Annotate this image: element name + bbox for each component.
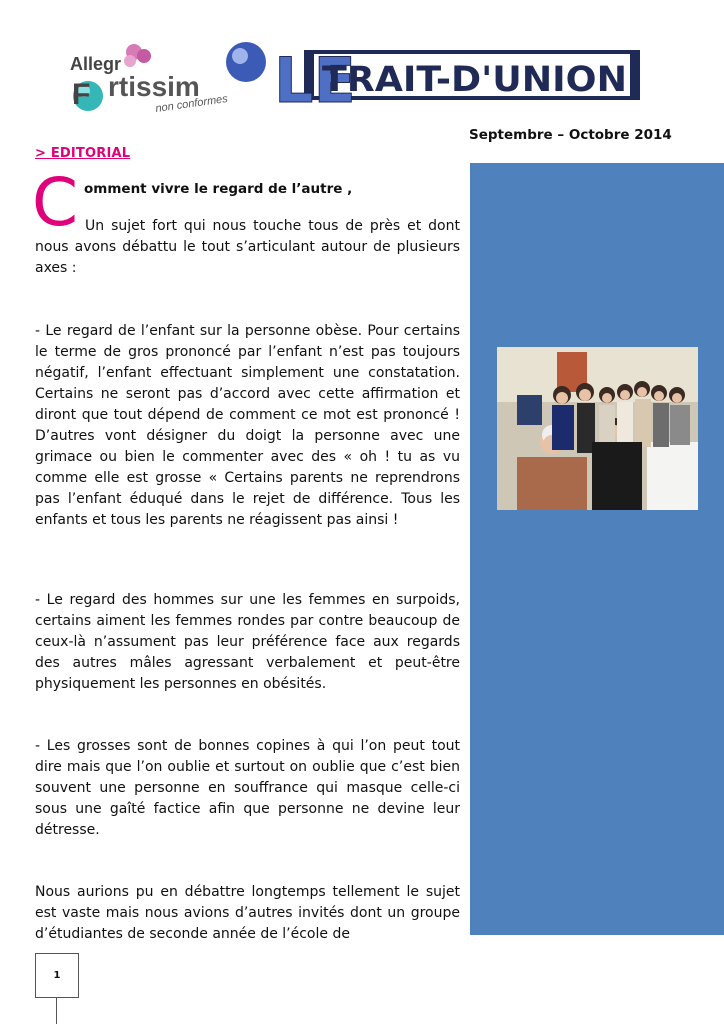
section-label: > EDITORIAL — [35, 146, 131, 161]
trait-dunion-logo — [274, 44, 640, 108]
logo-left-text-top: Allegr — [70, 54, 122, 74]
drop-cap: C — [32, 164, 79, 241]
logo-right-title: TRAIT-D'UNION — [322, 60, 627, 100]
paragraph-intro: Un sujet fort qui nous touche tous de près et dont nous avons débattu le tout s’articulant autour de plusieurs axes : — [35, 218, 460, 276]
logo-right-le: LE — [274, 44, 356, 108]
article-heading: omment vivre le regard de l’autre , — [84, 181, 353, 197]
paragraph-child-gaze: - Le regard de l’enfant sur la personne obèse. Pour certains le terme de gros prononcé par l’enfant n’est pas toujours négatif, l’enfant effectuant simplement une constatation. Certains ne seront pas d’accord avec cette affirmation et diront que tout dépend de comment ce mot est prononcé ! D’autres vont désigner du doigt la personne avec une grimace ou bien le commenter avec des « oh ! tu as vu comme elle est grosse « Certains parents ne reprendrons pas l’enfant éduqué dans le rejet de différence. Tous les enfants et tous les parents ne réagissent pas ainsi ! — [35, 323, 460, 528]
paragraph-conclusion: Nous aurions pu en débattre longtemps tellement le sujet est vaste mais nous avions d’autres invités dont un groupe d’étudiantes de seconde année de l’école de — [35, 884, 460, 942]
blue-sidebar — [470, 163, 724, 935]
svg-text:F: F — [72, 78, 91, 111]
group-photo — [497, 347, 698, 510]
page-number-line — [56, 997, 57, 1024]
paragraph-friends: - Les grosses sont de bonnes copines à qui l’on peut tout dire mais que l’on oublie et surtout on oublie que c’est bien souvent une personne en souffrance qui masque celle-ci sous une gaîté factice afin que personne ne devine leur détresse. — [35, 738, 460, 838]
allegro-fortissimo-logo — [64, 34, 269, 126]
logo-left-word: rtissim — [108, 71, 200, 102]
page-number: 1 — [35, 953, 79, 998]
paragraph-men-gaze: - Le regard des hommes sur une les femmes en surpoids, certains aiment les femmes rondes par contre beaucoup de ceux-là n’assument pas leur préférence face aux regards des autres mâles agressant verbalement et peut-être physiquement les personnes en obésités. — [35, 592, 460, 692]
issue-date: Septembre – Octobre 2014 — [469, 127, 672, 143]
logo-left-sub: non conformes — [154, 92, 229, 115]
